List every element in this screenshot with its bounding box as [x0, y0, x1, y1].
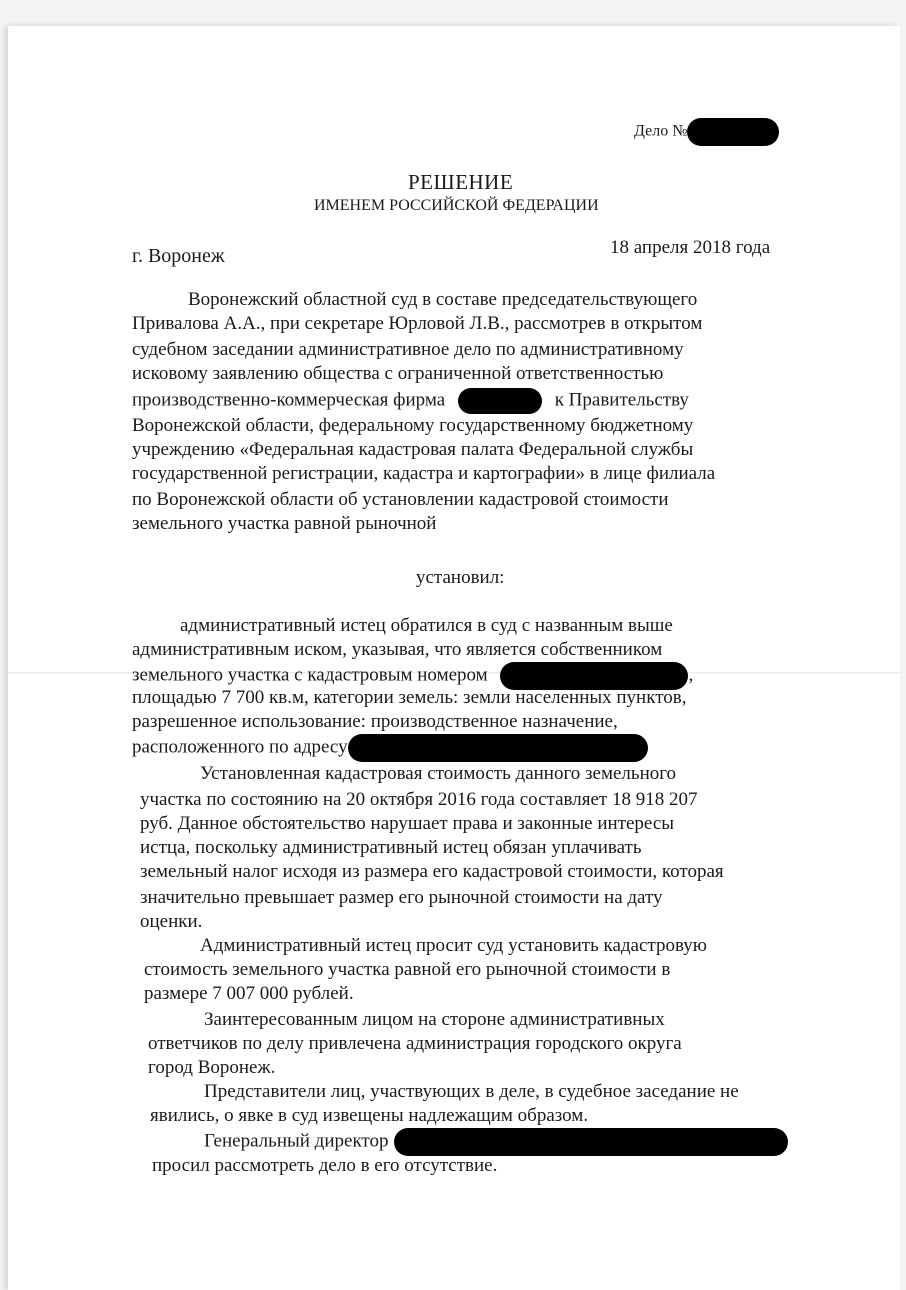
- body-p4-line-1: Заинтересованным лицом на стороне административных: [204, 1009, 665, 1030]
- body-p2-line-3: руб. Данное обстоятельство нарушает права и законные интересы: [140, 813, 675, 834]
- redaction-director-name: [394, 1128, 788, 1156]
- redaction-company-name: [458, 388, 542, 414]
- body-p2-line-4: истца, поскольку административный истец обязан уплачивать: [140, 837, 642, 858]
- body-p2-line-2: участка по состоянию на 20 октября 2016 года составляет 18 918 207: [140, 789, 698, 810]
- body-p1-line-5: разрешенное использование: производственное назначение,: [132, 711, 618, 732]
- intro-line-9: по Воронежской области об установлении кадастровой стоимости: [132, 489, 669, 510]
- body-p5-line-1: Представители лиц, участвующих в деле, в судебное заседание не: [204, 1081, 739, 1102]
- body-p5-line-2: явились, о явке в суд извещены надлежащим образом.: [150, 1105, 589, 1126]
- body-p2-line-6: значительно превышает размер его рыночной стоимости на дату: [140, 887, 663, 908]
- body-p1-line-1: административный истец обратился в суд с названным выше: [180, 615, 673, 636]
- document-subtitle: ИМЕНЕМ РОССИЙСКОЙ ФЕДЕРАЦИИ: [314, 197, 599, 214]
- intro-line-8: государственной регистрации, кадастра и картографии» в лице филиала: [132, 463, 716, 484]
- body-p1-line-6: [132, 734, 648, 762]
- body-p4-line-3: город Воронеж.: [148, 1057, 276, 1078]
- body-p1-line-6-start: расположенного по адресу: [132, 736, 348, 758]
- intro-line-5-start: производственно-коммерческая фирма: [132, 389, 446, 411]
- body-p2-line-5: земельный налог исходя из размера его кадастровой стоимости, которая: [140, 861, 724, 882]
- body-p3-line-3: размере 7 007 000 рублей.: [144, 983, 354, 1004]
- intro-line-4: исковому заявлению общества с ограниченной ответственностью: [132, 363, 664, 384]
- body-p6-line-1-start: Генеральный директор: [204, 1130, 389, 1152]
- intro-line-5-end: к Правительству: [554, 389, 689, 411]
- body-p4-line-2: ответчиков по делу привлечена администрация городского округа: [148, 1033, 682, 1054]
- redaction-address: [348, 734, 648, 762]
- intro-line-1: Воронежский областной суд в составе председательствующего: [188, 289, 698, 310]
- established-heading: установил:: [416, 567, 505, 588]
- intro-line-3: судебном заседании административное дело по административному: [132, 339, 684, 360]
- body-p3-line-1: Административный истец просит суд установить кадастровую: [200, 935, 707, 956]
- city: г. Воронеж: [132, 245, 225, 267]
- body-p6-line-1: [204, 1128, 788, 1156]
- intro-line-2: Привалова А.А., при секретаре Юрловой Л.В., рассмотрев в открытом: [132, 313, 703, 334]
- case-label: Дело №: [634, 122, 688, 140]
- intro-line-10: земельного участка равной рыночной: [132, 513, 437, 534]
- intro-line-5: [132, 388, 689, 414]
- intro-line-6: Воронежской области, федеральному государственному бюджетному: [132, 415, 694, 436]
- document-title: РЕШЕНИЕ: [408, 170, 514, 194]
- intro-line-7: учреждению «Федеральная кадастровая палата Федеральной службы: [132, 439, 694, 460]
- body-p1-line-4: площадью 7 700 кв.м, категории земель: земли населенных пунктов,: [132, 687, 687, 708]
- body-p1-line-2: административным иском, указывая, что является собственником: [132, 639, 663, 660]
- case-number: [634, 118, 779, 146]
- decision-date: 18 апреля 2018 года: [610, 237, 771, 258]
- body-p1-line-3-start: земельного участка с кадастровым номером: [132, 664, 488, 686]
- redaction-case-number: [687, 118, 779, 146]
- body-p2-line-1: Установленная кадастровая стоимость данного земельного: [200, 763, 677, 784]
- body-p2-line-7: оценки.: [140, 911, 203, 932]
- body-p1-line-3-end: ,: [688, 664, 694, 686]
- body-p6-line-2: просил рассмотреть дело в его отсутствие.: [152, 1155, 498, 1176]
- body-p3-line-2: стоимость земельного участка равной его рыночной стоимости в: [144, 959, 671, 980]
